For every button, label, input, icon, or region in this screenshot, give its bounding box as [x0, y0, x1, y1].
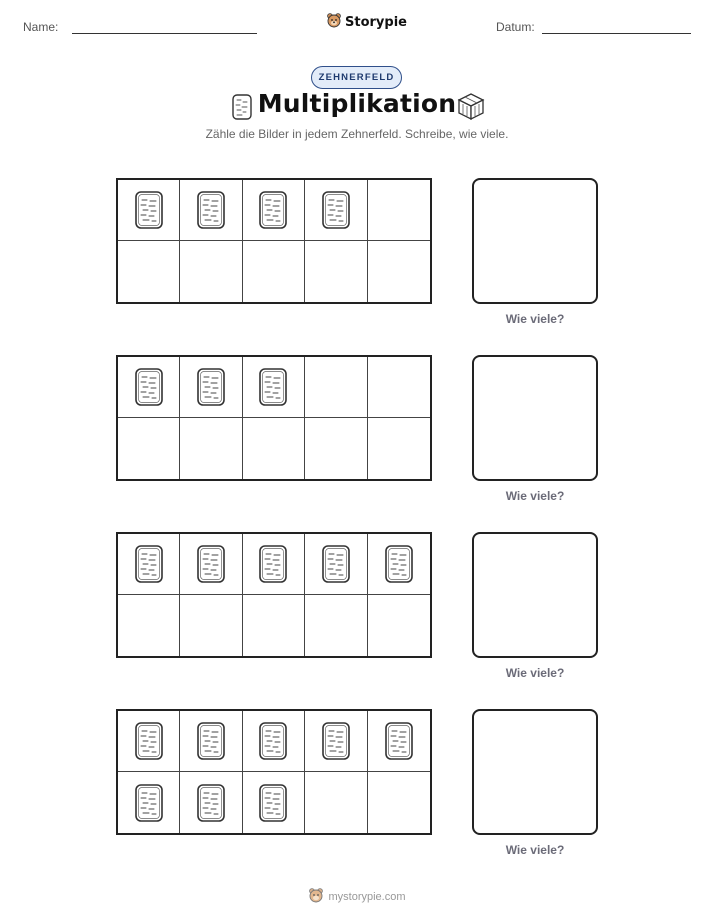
textured-tile-icon	[196, 190, 226, 230]
frame-cell	[118, 534, 180, 595]
answer-box[interactable]	[472, 178, 598, 304]
crate-icon	[456, 91, 486, 126]
ten-frame	[116, 709, 432, 835]
frame-cell	[368, 418, 430, 479]
frame-cell	[180, 772, 242, 833]
name-line[interactable]	[72, 33, 257, 34]
how-many-label: Wie viele?	[505, 312, 565, 326]
brand-name: Storypie	[345, 14, 407, 30]
textured-tile-icon	[196, 367, 226, 407]
frame-cell	[180, 418, 242, 479]
frame-cell	[368, 357, 430, 418]
brand-logo	[326, 12, 407, 32]
frame-cell	[243, 180, 305, 241]
ten-frame	[116, 178, 432, 304]
frame-cell	[118, 357, 180, 418]
frame-cell	[180, 711, 242, 772]
textured-tile-icon	[384, 721, 414, 761]
textured-tile-icon	[258, 544, 288, 584]
how-many-label: Wie viele?	[505, 843, 565, 857]
frame-cell	[243, 534, 305, 595]
frame-cell	[180, 180, 242, 241]
frame-cell	[368, 711, 430, 772]
name-label: Name:	[23, 20, 59, 34]
frame-cell	[118, 595, 180, 656]
frame-cell	[305, 180, 367, 241]
frame-cell	[305, 772, 367, 833]
answer-box[interactable]	[472, 355, 598, 481]
textured-tile-icon	[321, 721, 351, 761]
textured-tile-icon	[321, 190, 351, 230]
frame-cell	[243, 711, 305, 772]
frame-cell	[243, 595, 305, 656]
how-many-label: Wie viele?	[505, 666, 565, 680]
textured-tile-icon	[196, 721, 226, 761]
textured-tile-icon	[134, 783, 164, 823]
date-line[interactable]	[542, 33, 691, 34]
ten-frame	[116, 532, 432, 658]
textured-tile-icon	[321, 544, 351, 584]
textured-tile-icon	[134, 721, 164, 761]
frame-cell	[118, 241, 180, 302]
frame-cell	[368, 180, 430, 241]
frame-cell	[305, 241, 367, 302]
answer-box[interactable]	[472, 709, 598, 835]
category-badge: ZEHNERFELD	[311, 66, 402, 89]
textured-tile-icon	[384, 544, 414, 584]
frame-cell	[180, 241, 242, 302]
textured-tile-icon	[134, 367, 164, 407]
textured-tile-icon	[258, 721, 288, 761]
frame-cell	[368, 595, 430, 656]
date-label: Datum:	[496, 20, 535, 34]
instructions: Zähle die Bilder in jedem Zehnerfeld. Schreibe, wie viele.	[205, 127, 509, 141]
frame-cell	[368, 241, 430, 302]
frame-cell	[305, 418, 367, 479]
page-title: Multiplikation	[257, 89, 457, 118]
bear-mascot-icon	[326, 12, 342, 32]
textured-tile-icon	[134, 190, 164, 230]
frame-cell	[180, 534, 242, 595]
frame-cell	[243, 241, 305, 302]
frame-cell	[305, 534, 367, 595]
frame-cell	[180, 595, 242, 656]
frame-cell	[305, 711, 367, 772]
textured-tile-icon	[258, 190, 288, 230]
how-many-label: Wie viele?	[505, 489, 565, 503]
frame-cell	[118, 711, 180, 772]
frame-cell	[305, 595, 367, 656]
textured-tile-icon	[258, 783, 288, 823]
textured-tile-icon	[258, 367, 288, 407]
answer-box[interactable]	[472, 532, 598, 658]
footer-url: mystorypie.com	[328, 890, 406, 903]
frame-cell	[243, 357, 305, 418]
frame-cell	[368, 534, 430, 595]
bear-mascot-icon	[308, 887, 324, 906]
frame-cell	[118, 418, 180, 479]
frame-cell	[180, 357, 242, 418]
frame-cell	[243, 418, 305, 479]
textured-tile-icon	[196, 783, 226, 823]
frame-cell	[118, 772, 180, 833]
frame-cell	[305, 357, 367, 418]
ten-frame	[116, 355, 432, 481]
textured-tile-icon	[134, 544, 164, 584]
frame-cell	[368, 772, 430, 833]
frame-cell	[118, 180, 180, 241]
frame-cell	[243, 772, 305, 833]
textured-tile-icon	[196, 544, 226, 584]
footer	[0, 887, 714, 906]
